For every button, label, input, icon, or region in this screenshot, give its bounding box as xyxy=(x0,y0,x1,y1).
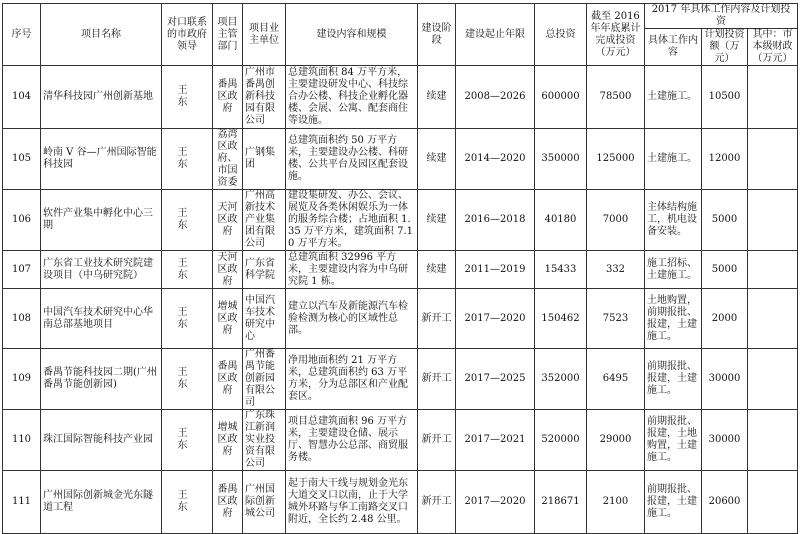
project-table xyxy=(2,3,798,534)
cell-stage: 新开工 xyxy=(418,349,456,410)
cell-no: 104 xyxy=(3,66,41,129)
header-dept: 项目主管部门 xyxy=(213,4,243,66)
cell-name: 珠江国际智能科技产业园 xyxy=(41,410,162,471)
table-row xyxy=(3,471,798,534)
cell-no: 105 xyxy=(3,129,41,190)
cell-total: 600000 xyxy=(535,66,587,129)
cell-city-finance xyxy=(748,289,798,349)
cell-owner: 中国汽车技术研究中心 xyxy=(243,289,286,349)
cell-leader: 王 东 xyxy=(162,190,213,251)
table-row xyxy=(3,349,798,410)
cell-leader: 王 东 xyxy=(162,471,213,534)
cell-total: 352000 xyxy=(535,349,587,410)
cell-cumulative: 29000 xyxy=(587,410,645,471)
cell-content: 项目总建筑面积 96 万平方米，主要建设仓储、展示厅、智慧办公总部、商贸服务楼。 xyxy=(286,410,418,471)
cell-total: 40180 xyxy=(535,190,587,251)
cell-name: 广州国际创新城金光东隧道工程 xyxy=(41,471,162,534)
cell-no: 106 xyxy=(3,190,41,251)
cell-stage: 续建 xyxy=(418,66,456,129)
header-no: 序号 xyxy=(3,4,41,66)
cell-no: 107 xyxy=(3,251,41,289)
cell-no: 110 xyxy=(3,410,41,471)
cell-work: 土地购置，前期报批、报建，土建施工。 xyxy=(645,289,702,349)
cell-cumulative: 7000 xyxy=(587,190,645,251)
cell-stage: 新开工 xyxy=(418,289,456,349)
cell-work: 土建施工。 xyxy=(645,66,702,129)
cell-cumulative: 332 xyxy=(587,251,645,289)
cell-work: 土建施工。 xyxy=(645,129,702,190)
cell-city-finance xyxy=(748,66,798,129)
cell-leader: 王 东 xyxy=(162,349,213,410)
cell-work: 施工招标、土建施工。 xyxy=(645,251,702,289)
cell-work: 前期报批、报建，土地购置，土建施工。 xyxy=(645,410,702,471)
cell-plan-amount: 12000 xyxy=(702,129,748,190)
cell-city-finance xyxy=(748,349,798,410)
cell-total: 350000 xyxy=(535,129,587,190)
header-city-finance: 其中：市本级财政（万元） xyxy=(748,29,798,66)
table-row xyxy=(3,289,798,349)
header-leader: 对口联系的市政府领导 xyxy=(162,4,213,66)
header-content: 建设内容和规模 xyxy=(286,4,418,66)
cell-cumulative: 78500 xyxy=(587,66,645,129)
cell-content: 总建筑面积 32996 平方米，主要建设内容为中乌研究院 1 栋。 xyxy=(286,251,418,289)
cell-content: 总建筑面积约 50 万平方米，主要建设办公楼、科研楼、公共平台及园区配套设施。 xyxy=(286,129,418,190)
table-row xyxy=(3,410,798,471)
cell-cumulative: 6495 xyxy=(587,349,645,410)
cell-name: 中国汽车技术研究中心华南总部基地项目 xyxy=(41,289,162,349)
cell-period: 2017—2025 xyxy=(456,349,535,410)
cell-period: 2011—2019 xyxy=(456,251,535,289)
cell-leader: 王 东 xyxy=(162,66,213,129)
cell-period: 2008—2026 xyxy=(456,66,535,129)
table-row xyxy=(3,129,798,190)
cell-period: 2017—2021 xyxy=(456,410,535,471)
cell-name: 番禺节能科技园二期(广州番禺节能创新园) xyxy=(41,349,162,410)
cell-work: 前期报批、报建，土建施工。 xyxy=(645,471,702,534)
cell-dept: 番禺区政府 xyxy=(213,471,243,534)
cell-plan-amount: 5000 xyxy=(702,190,748,251)
cell-owner: 广钢集团 xyxy=(243,129,286,190)
cell-city-finance xyxy=(748,410,798,471)
cell-stage: 续建 xyxy=(418,129,456,190)
cell-leader: 王 东 xyxy=(162,129,213,190)
cell-content: 建设集研发、办公、会议、展览及各类休闲娱乐为一体的服务综合楼；占地面积 1.35 万平方米，建筑面积 7.10 万平方米。 xyxy=(286,190,418,251)
cell-work: 前期报批、报建，土建施工。 xyxy=(645,349,702,410)
cell-plan-amount: 30000 xyxy=(702,410,748,471)
cell-name: 清华科技园广州创新基地 xyxy=(41,66,162,129)
cell-owner: 广州高新技术产业集团有限公司 xyxy=(243,190,286,251)
cell-content: 净用地面积约 21 万平方米，总建筑面积约 63 万平方米，分为总部区和产业配套区。 xyxy=(286,349,418,410)
table-row xyxy=(3,251,798,289)
cell-stage: 新开工 xyxy=(418,410,456,471)
cell-owner: 广东省科学院 xyxy=(243,251,286,289)
table-row xyxy=(3,66,798,129)
cell-plan-amount: 5000 xyxy=(702,251,748,289)
cell-period: 2016—2018 xyxy=(456,190,535,251)
cell-stage: 新开工 xyxy=(418,471,456,534)
header-cumulative: 截至 2016 年年底累计完成投资（万元） xyxy=(587,4,645,66)
cell-plan-amount: 20600 xyxy=(702,471,748,534)
cell-city-finance xyxy=(748,471,798,534)
cell-plan-amount: 2000 xyxy=(702,289,748,349)
cell-total: 15433 xyxy=(535,251,587,289)
cell-dept: 增城区政府 xyxy=(213,289,243,349)
cell-cumulative: 7523 xyxy=(587,289,645,349)
cell-stage: 续建 xyxy=(418,251,456,289)
cell-dept: 增城区政府 xyxy=(213,410,243,471)
header-stage: 建设阶段 xyxy=(418,4,456,66)
cell-content: 总建筑面积 84 万平方米，主要建设研发中心、科技综合办公楼、科技企业孵化器楼、会展、公寓、配套商住等设施。 xyxy=(286,66,418,129)
cell-period: 2014—2020 xyxy=(456,129,535,190)
cell-no: 111 xyxy=(3,471,41,534)
cell-total: 218671 xyxy=(535,471,587,534)
header-name: 项目名称 xyxy=(41,4,162,66)
cell-cumulative: 2100 xyxy=(587,471,645,534)
cell-plan-amount: 30000 xyxy=(702,349,748,410)
table-row xyxy=(3,190,798,251)
cell-name: 软件产业集中孵化中心三期 xyxy=(41,190,162,251)
cell-stage: 续建 xyxy=(418,190,456,251)
cell-city-finance xyxy=(748,190,798,251)
cell-city-finance xyxy=(748,129,798,190)
cell-total: 150462 xyxy=(535,289,587,349)
table-body xyxy=(3,66,798,534)
cell-content: 建立以汽车及新能源汽车检验检测为核心的区域性总部。 xyxy=(286,289,418,349)
cell-dept: 番禺区政府 xyxy=(213,349,243,410)
cell-owner: 广州番禺节能创新园有限公司 xyxy=(243,349,286,410)
cell-leader: 王 东 xyxy=(162,410,213,471)
cell-leader: 王 东 xyxy=(162,289,213,349)
cell-owner: 广东珠江新润实业投资有限公司 xyxy=(243,410,286,471)
header-owner: 项目业主单位 xyxy=(243,4,286,66)
cell-period: 2017—2020 xyxy=(456,471,535,534)
cell-owner: 广州国际创新城公司 xyxy=(243,471,286,534)
cell-dept: 天河区政府 xyxy=(213,251,243,289)
cell-city-finance xyxy=(748,251,798,289)
cell-content: 起于南大干线与规划金光东大道交叉口以南，止于大学城外环路与华工南路交叉口附近，全长约 2.48 公里。 xyxy=(286,471,418,534)
cell-name: 广东省工业技术研究院建设项目（中乌研究院） xyxy=(41,251,162,289)
header-period: 建设起止年限 xyxy=(456,4,535,66)
cell-plan-amount: 10500 xyxy=(702,66,748,129)
header-plan-amount: 计划投资额（万元） xyxy=(702,29,748,66)
cell-no: 108 xyxy=(3,289,41,349)
cell-owner: 广州市番禺创新科技园有限公司 xyxy=(243,66,286,129)
cell-period: 2017—2020 xyxy=(456,289,535,349)
cell-work: 主体结构施工，机电设备安装。 xyxy=(645,190,702,251)
cell-name: 岭南 V 谷—广州国际智能科技园 xyxy=(41,129,162,190)
cell-no: 109 xyxy=(3,349,41,410)
cell-dept: 天河区政府 xyxy=(213,190,243,251)
header-total: 总投资 xyxy=(535,4,587,66)
header-work: 具体工作内容 xyxy=(645,29,702,66)
cell-dept: 番禺区政府 xyxy=(213,66,243,129)
cell-dept: 荔湾区政府、市国资委 xyxy=(213,129,243,190)
cell-leader: 王 东 xyxy=(162,251,213,289)
cell-total: 520000 xyxy=(535,410,587,471)
header-plan2017: 2017 年具体工作内容及计划投资 xyxy=(645,4,798,29)
cell-cumulative: 125000 xyxy=(587,129,645,190)
